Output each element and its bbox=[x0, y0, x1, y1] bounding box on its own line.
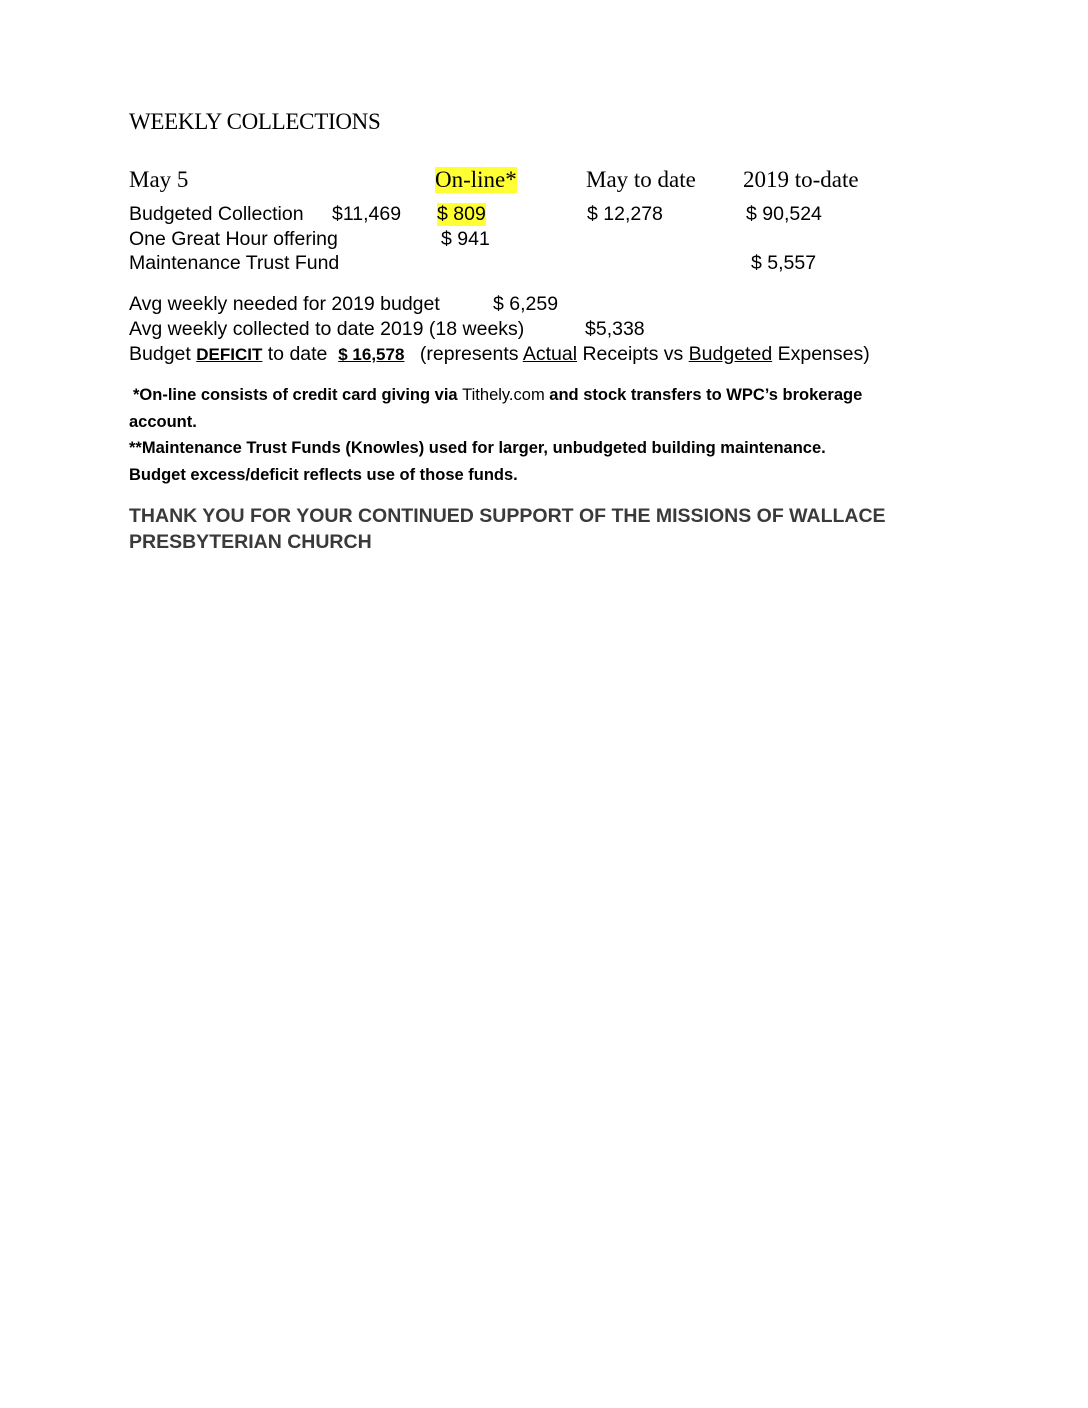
date-heading: May 5 bbox=[129, 167, 189, 192]
thank-you-line-1: THANK YOU FOR YOUR CONTINUED SUPPORT OF THE MISSIONS OF WALLACE bbox=[129, 505, 886, 527]
online-note-a: *On-line consists of credit card giving via bbox=[133, 386, 458, 404]
deficit-actual: Actual bbox=[522, 343, 578, 365]
budgeted-collection-online: $ 809 bbox=[437, 203, 486, 225]
avg-collected-label: Avg weekly collected to date 2019 (18 weeks) bbox=[129, 318, 525, 340]
avg-needed-value: $ 6,259 bbox=[493, 293, 559, 315]
deficit-receipts: Receipts vs bbox=[582, 343, 684, 365]
deficit-prefix: Budget bbox=[129, 343, 191, 365]
deficit-budgeted: Budgeted bbox=[688, 343, 773, 365]
deficit-open: (represents bbox=[419, 343, 519, 365]
year-to-date-heading: 2019 to-date bbox=[743, 167, 859, 192]
one-great-hour-online: $ 941 bbox=[441, 228, 490, 250]
maintenance-note: **Maintenance Trust Funds (Knowles) used for larger, unbudgeted building maintenance. bbox=[129, 439, 826, 457]
maintenance-trust-label: Maintenance Trust Fund bbox=[129, 252, 340, 274]
online-note-cont: account. bbox=[129, 413, 197, 431]
deficit-close: Expenses) bbox=[777, 343, 870, 365]
budgeted-collection-amount: $11,469 bbox=[332, 203, 402, 225]
maintenance-trust-year: $ 5,557 bbox=[751, 252, 817, 274]
avg-collected-value: $5,338 bbox=[585, 318, 645, 340]
budget-excess-note: Budget excess/deficit reflects use of those funds. bbox=[129, 466, 518, 484]
page-title: WEEKLY COLLECTIONS bbox=[129, 109, 381, 134]
month-to-date-heading: May to date bbox=[586, 167, 696, 192]
online-note bbox=[133, 382, 862, 409]
avg-needed-label: Avg weekly needed for 2019 budget bbox=[129, 293, 440, 315]
online-note-b: and stock transfers to WPC’s brokerage bbox=[549, 386, 863, 404]
tithely-link: Tithely.com bbox=[462, 386, 545, 404]
thank-you-line-2: PRESBYTERIAN CHURCH bbox=[129, 531, 372, 553]
budgeted-collection-label: Budgeted Collection bbox=[129, 203, 304, 225]
budgeted-collection-year: $ 90,524 bbox=[746, 203, 822, 225]
online-heading: On-line* bbox=[435, 167, 517, 192]
deficit-value: $ 16,578 bbox=[338, 345, 405, 364]
deficit-line bbox=[129, 343, 870, 366]
deficit-mid: to date bbox=[267, 343, 328, 365]
one-great-hour-label: One Great Hour offering bbox=[129, 228, 338, 250]
budgeted-collection-month: $ 12,278 bbox=[587, 203, 663, 225]
deficit-word: DEFICIT bbox=[196, 345, 263, 364]
